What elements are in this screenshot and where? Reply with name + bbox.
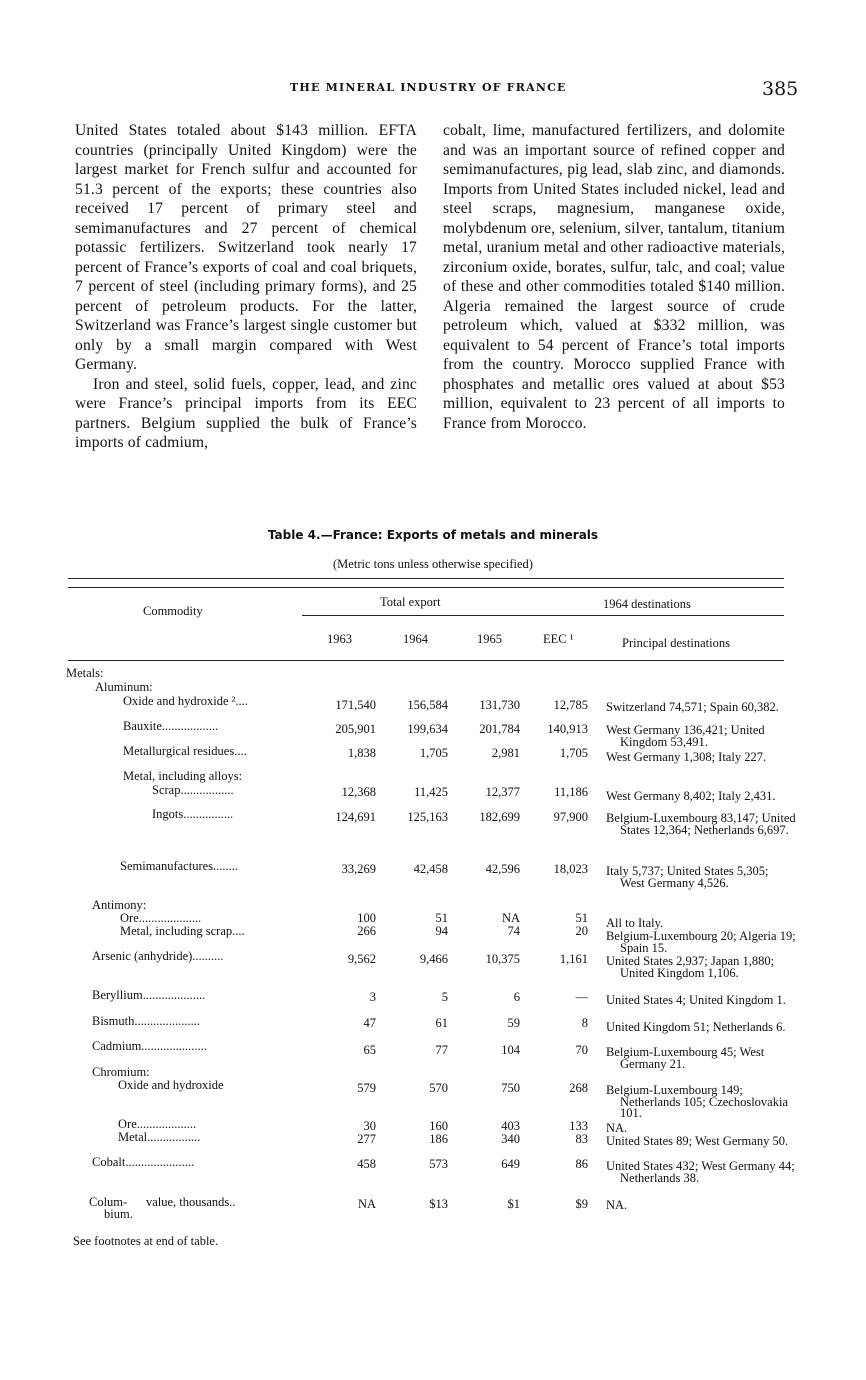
value-eec: 1,161: [559, 952, 588, 966]
value-1963: NA: [357, 1197, 376, 1211]
destinations-cell: NA.: [606, 1198, 628, 1212]
value-1964: 1,705: [419, 746, 448, 760]
value-1964: 573: [429, 1157, 448, 1171]
header-eec: EEC ¹: [543, 632, 574, 646]
value-eec: 20: [575, 924, 588, 938]
commodity-cell: Semimanufactures........: [120, 859, 239, 873]
paragraph: Iron and steel, solid fuels, copper, lead, and zinc were France’s principal imports from its EEC partners. Belgium supplied the bulk of France’s imports of cadmium,: [75, 375, 417, 451]
value-1965: 649: [501, 1157, 520, 1171]
value-1965: 59: [507, 1016, 520, 1030]
value-1963: 205,901: [335, 722, 376, 736]
value-1964: 61: [435, 1016, 448, 1030]
commodity-cell: Oxide and hydroxide: [118, 1078, 224, 1092]
commodity-cell: Oxide and hydroxide ²....: [123, 694, 248, 708]
value-1963: 30: [363, 1119, 376, 1133]
commodity-cell: Ingots................: [152, 807, 234, 821]
value-1965: $1: [507, 1197, 520, 1211]
value-eec: 83: [575, 1132, 588, 1146]
value-eec: 86: [575, 1157, 588, 1171]
value-1963: 65: [363, 1043, 376, 1057]
value-1965: 131,730: [479, 698, 520, 712]
right-text-column: [443, 121, 785, 433]
destinations-cell: West Germany 8,402; Italy 2,431.: [606, 789, 776, 803]
value-1965: 12,377: [485, 785, 520, 799]
value-1965: 201,784: [479, 722, 520, 736]
value-1965: 750: [501, 1081, 520, 1095]
section-label: Metals:: [66, 666, 104, 680]
value-1964: 125,163: [407, 810, 448, 824]
table-top-rule-2: [68, 587, 784, 588]
header-principal-destinations: Principal destinations: [622, 636, 730, 650]
table-title: Table 4.—France: Exports of metals and minerals: [267, 528, 599, 542]
value-1964: 5: [441, 990, 448, 1004]
section-label: Aluminum:: [95, 680, 153, 694]
value-1965: 2,981: [491, 746, 520, 760]
value-1964: 570: [429, 1081, 448, 1095]
destinations-cell: Belgium-Luxembourg 20; Algeria 19; Spain 15.: [606, 929, 796, 955]
value-1964: 42,458: [413, 862, 448, 876]
destinations-cell: West Germany 1,308; Italy 227.: [606, 750, 767, 764]
header-1964-destinations: 1964 destinations: [603, 597, 691, 611]
commodity-cell: Colum- value, thousands..: [89, 1195, 236, 1209]
destinations-cell: Switzerland 74,571; Spain 60,382.: [606, 700, 779, 714]
value-1964: 94: [435, 924, 448, 938]
commodity-cell: Cobalt......................: [92, 1155, 195, 1169]
destinations-cell: West Germany 136,421; United Kingdom 53,491.: [606, 723, 765, 749]
header-1963: 1963: [327, 632, 352, 646]
value-1965: NA: [501, 911, 520, 925]
value-1963: 100: [357, 911, 376, 925]
destinations-cell: Belgium-Luxembourg 83,147; United States 12,364; Netherlands 6,697.: [606, 811, 796, 837]
value-1965: 403: [501, 1119, 520, 1133]
value-1963: 579: [357, 1081, 376, 1095]
table-subtitle: (Metric tons unless otherwise specified): [333, 557, 533, 571]
value-eec: —: [575, 990, 588, 1004]
value-1965: 74: [507, 924, 520, 938]
destinations-cell: United States 89; West Germany 50.: [606, 1134, 789, 1148]
value-eec: $9: [575, 1197, 588, 1211]
commodity-cell: Metal.................: [118, 1130, 201, 1144]
value-1965: 42,596: [485, 862, 520, 876]
commodity-cell: Arsenic (anhydride)..........: [92, 949, 224, 963]
value-1964: 9,466: [419, 952, 448, 966]
header-divider: [302, 615, 784, 616]
value-1963: 12,368: [341, 785, 376, 799]
value-eec: 70: [575, 1043, 588, 1057]
value-1963: 3: [369, 990, 376, 1004]
commodity-cell: Bismuth.....................: [92, 1014, 200, 1028]
header-commodity: Commodity: [143, 604, 203, 618]
destinations-cell: NA.: [606, 1121, 628, 1135]
destinations-cell: United Kingdom 51; Netherlands 6.: [606, 1020, 786, 1034]
paragraph: United States totaled about $143 million. EFTA countries (principally United Kingdom) were the largest market for French sulfur and accounted for 51.3 percent of the exports; these countries also received 17 percent of primary steel and semimanufactures and 27 percent of chemical potassic fertilizers. Switzerland took nearly 17 percent of France’s exports of coal and coal briquets, 7 percent of steel (including primary forms), and 25 percent of petroleum products. For the latter, Switzerland was France’s largest single customer but only by a small margin compared with West Germany.: [75, 122, 417, 373]
footnote-reference: See footnotes at end of table.: [73, 1234, 219, 1248]
value-1963: 1,838: [347, 746, 376, 760]
commodity-cell: Metallurgical residues....: [123, 744, 247, 758]
table-top-rule: [68, 578, 784, 579]
commodity-cell: Bauxite..................: [123, 719, 219, 733]
value-1964: 199,634: [407, 722, 448, 736]
value-eec: 51: [575, 911, 588, 925]
value-1963: 47: [363, 1016, 376, 1030]
commodity-cell: Ore...................: [118, 1117, 197, 1131]
header-1965: 1965: [477, 632, 502, 646]
value-eec: 97,900: [553, 810, 588, 824]
commodity-cell-continued: bium.: [104, 1207, 133, 1221]
header-bottom-rule: [68, 660, 784, 661]
value-eec: 18,023: [553, 862, 588, 876]
value-1963: 124,691: [335, 810, 376, 824]
value-eec: 8: [581, 1016, 588, 1030]
value-1964: 186: [429, 1132, 448, 1146]
value-1963: 33,269: [341, 862, 376, 876]
value-1965: 340: [501, 1132, 520, 1146]
value-1963: 277: [357, 1132, 376, 1146]
destinations-cell: United States 432; West Germany 44; Netherlands 38.: [606, 1159, 795, 1185]
running-title: THE MINERAL INDUSTRY OF FRANCE: [290, 81, 567, 94]
value-eec: 268: [569, 1081, 588, 1095]
commodity-cell: Cadmium.....................: [92, 1039, 207, 1053]
commodity-cell: Beryllium....................: [92, 988, 206, 1002]
paragraph: cobalt, lime, manufactured fertilizers, and dolomite and was an important source of refined copper and semimanufactures, pig lead, slab zinc, and diamonds. Imports from United States included nickel, lead and steel scraps, magnesium, manganese oxide, molybdenum ore, selenium, silver, tantalum, titanium metal, uranium metal and other radioactive materials, zirconium oxide, borates, sulfur, talc, and coal; value of these and other commodities totaled $140 million. Algeria remained the largest source of crude petroleum which, valued at $332 million, was equivalent to 54 percent of France’s total imports from the country. Morocco supplied France with phosphates and metallic ores valued at about $53 million, equivalent to 23 percent of all imports to France from Morocco.: [443, 122, 785, 432]
value-1965: 6: [513, 990, 520, 1004]
destinations-cell: Belgium-Luxembourg 45; West Germany 21.: [606, 1045, 765, 1071]
commodity-cell: Metal, including scrap....: [120, 924, 245, 938]
page-number: 385: [762, 78, 799, 100]
section-label: Chromium:: [92, 1065, 150, 1079]
value-1963: 171,540: [335, 698, 376, 712]
section-label: Antimony:: [92, 898, 147, 912]
destinations-cell: United States 2,937; Japan 1,880; United Kingdom 1,106.: [606, 954, 775, 980]
value-1963: 266: [357, 924, 376, 938]
value-eec: 11,186: [554, 785, 588, 799]
destinations-cell: All to Italy.: [606, 916, 664, 930]
value-1965: 182,699: [479, 810, 520, 824]
value-1964: $13: [429, 1197, 448, 1211]
section-label: Metal, including alloys:: [123, 769, 243, 783]
value-eec: 140,913: [547, 722, 588, 736]
value-1963: 9,562: [347, 952, 376, 966]
value-1964: 11,425: [414, 785, 448, 799]
destinations-cell: United States 4; United Kingdom 1.: [606, 993, 786, 1007]
commodity-cell: Scrap.................: [152, 783, 234, 797]
left-text-column: [75, 121, 417, 453]
commodity-cell: Ore....................: [120, 911, 202, 925]
header-total-export: Total export: [380, 595, 441, 609]
value-1964: 156,584: [407, 698, 448, 712]
value-1965: 104: [501, 1043, 520, 1057]
value-1964: 51: [435, 911, 448, 925]
value-eec: 12,785: [553, 698, 588, 712]
destinations-cell: Belgium-Luxembourg 149; Netherlands 105; Czechoslovakia 101.: [606, 1083, 789, 1120]
value-1965: 10,375: [485, 952, 520, 966]
header-1964: 1964: [403, 632, 428, 646]
destinations-cell: Italy 5,737; United States 5,305; West Germany 4,526.: [606, 864, 769, 890]
value-1964: 77: [435, 1043, 448, 1057]
value-1963: 458: [357, 1157, 376, 1171]
value-eec: 133: [569, 1119, 588, 1133]
value-eec: 1,705: [559, 746, 588, 760]
value-1964: 160: [429, 1119, 448, 1133]
